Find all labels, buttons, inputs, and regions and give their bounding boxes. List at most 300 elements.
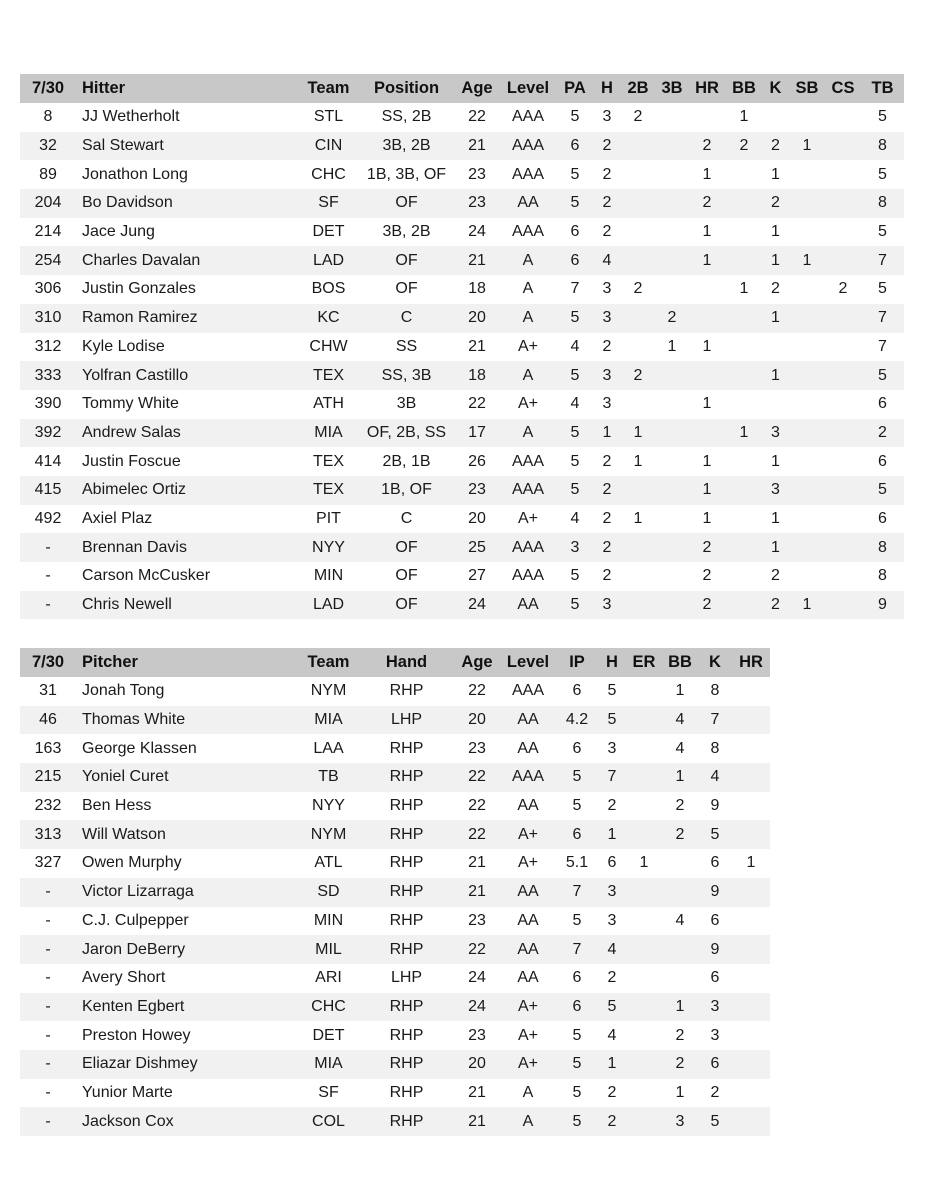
stat-cell: 3 <box>607 911 617 929</box>
stat-cell <box>656 476 688 505</box>
stat-cell <box>620 390 656 419</box>
stat-cell: OF, 2B, SS <box>366 423 447 441</box>
rank-cell: 327 <box>34 854 62 872</box>
stat-cell: 2 <box>602 337 612 355</box>
rank-cell: 312 <box>34 337 62 355</box>
stat-cell: RHP <box>389 1055 424 1073</box>
stat-cell <box>789 447 825 476</box>
stat-cell: 1 <box>739 423 749 441</box>
stat-cell: 5 <box>710 825 720 843</box>
stat-cell: 5 <box>570 481 580 499</box>
stat-cell: STL <box>313 108 344 126</box>
player-name-cell: Bo Davidson <box>82 194 173 212</box>
stat-cell: 5 <box>570 567 580 585</box>
stat-cell <box>656 132 688 161</box>
rank-cell: - <box>45 997 51 1015</box>
stat-cell: AA <box>517 969 539 987</box>
stat-cell: AAA <box>511 452 544 470</box>
player-name-cell: Justin Foscue <box>82 452 181 470</box>
stat-cell: 1 <box>702 452 712 470</box>
stat-cell: 6 <box>710 854 720 872</box>
stat-cell: RHP <box>389 739 424 757</box>
stat-cell <box>726 562 762 591</box>
stat-cell: 2 <box>771 280 780 298</box>
table-row <box>20 505 904 534</box>
stat-cell: 2 <box>771 596 780 614</box>
stat-cell: 20 <box>468 309 486 327</box>
stat-cell <box>762 103 789 132</box>
rank-cell: - <box>45 567 51 585</box>
stat-cell: 5 <box>570 309 580 327</box>
stat-cell: 24 <box>468 997 486 1015</box>
stat-cell: A+ <box>517 1055 538 1073</box>
table-row <box>20 820 770 849</box>
stat-cell <box>825 505 861 534</box>
stat-cell <box>626 763 662 792</box>
stat-cell: 20 <box>468 711 486 729</box>
stat-cell <box>789 275 825 304</box>
stat-cell: BOS <box>311 280 346 298</box>
stat-cell: 2 <box>702 194 712 212</box>
stat-cell: 6 <box>570 251 580 269</box>
stat-cell: 5 <box>572 797 582 815</box>
stat-cell: 6 <box>572 739 582 757</box>
stat-cell: RHP <box>389 1112 424 1130</box>
stat-cell: 2 <box>771 194 780 212</box>
stat-cell <box>732 763 770 792</box>
column-header: HR <box>739 653 763 671</box>
stat-cell: MIA <box>314 1055 343 1073</box>
column-header: Age <box>461 653 493 671</box>
table-row <box>20 476 904 505</box>
stat-cell: 1B, 3B, OF <box>366 165 447 183</box>
stat-cell <box>620 591 656 620</box>
rank-cell: 492 <box>34 509 62 527</box>
stat-cell: 18 <box>468 366 486 384</box>
stat-cell: 8 <box>710 682 720 700</box>
stat-cell: 5 <box>570 596 580 614</box>
column-header: 7/30 <box>31 79 65 97</box>
stat-cell: 7 <box>572 940 582 958</box>
player-name-cell: Carson McCusker <box>82 567 211 585</box>
stat-cell <box>688 304 726 333</box>
stat-cell <box>825 447 861 476</box>
stat-cell: 3B, 2B <box>382 137 431 155</box>
stat-cell: 2 <box>633 108 643 126</box>
stat-cell: MIN <box>313 567 344 585</box>
stat-cell: CIN <box>314 137 343 155</box>
stat-cell: 1 <box>633 423 643 441</box>
stat-cell: LHP <box>390 711 423 729</box>
stat-cell <box>732 878 770 907</box>
stat-cell: 1B, OF <box>381 481 432 499</box>
stat-cell: 5 <box>572 768 582 786</box>
stat-cell: 8 <box>710 739 720 757</box>
pitchers-body <box>20 677 770 1136</box>
stat-cell: A <box>522 251 534 269</box>
stat-cell: LAA <box>313 739 344 757</box>
stat-cell: RHP <box>389 911 424 929</box>
stat-cell: 7 <box>878 337 887 355</box>
table-row <box>20 993 770 1022</box>
stat-cell: 1 <box>602 423 612 441</box>
stat-cell: A+ <box>517 854 538 872</box>
stat-cell: 2 <box>607 797 617 815</box>
stat-cell: MIN <box>313 911 344 929</box>
stat-cell: A+ <box>517 825 538 843</box>
stat-cell: 2 <box>702 538 712 556</box>
stat-cell: 4 <box>570 337 580 355</box>
stat-cell: 2 <box>607 969 617 987</box>
table-row <box>20 706 770 735</box>
stat-cell <box>662 878 698 907</box>
player-name-cell: JJ Wetherholt <box>82 108 180 126</box>
stat-cell <box>732 734 770 763</box>
stat-cell: 1 <box>771 509 780 527</box>
stat-cell <box>626 820 662 849</box>
stat-cell <box>732 907 770 936</box>
stat-cell <box>726 333 762 362</box>
column-header: BB <box>668 653 692 671</box>
stat-cell: A+ <box>517 509 538 527</box>
stat-cell: 21 <box>468 137 486 155</box>
rank-cell: - <box>45 596 51 614</box>
hitters-header-row <box>20 74 904 103</box>
stat-cell <box>626 907 662 936</box>
stat-cell: 5 <box>570 194 580 212</box>
table-row <box>20 935 770 964</box>
stat-cell <box>825 218 861 247</box>
stat-cell: 2 <box>702 137 712 155</box>
player-name-cell: Avery Short <box>82 969 166 987</box>
rank-cell: - <box>45 1026 51 1044</box>
stat-cell: 5 <box>878 280 887 298</box>
stat-cell <box>732 1021 770 1050</box>
stat-cell: 3 <box>607 883 617 901</box>
table-row <box>20 964 770 993</box>
stat-cell: 1 <box>702 251 712 269</box>
stat-cell: 5 <box>572 1055 582 1073</box>
stat-cell: 23 <box>468 481 486 499</box>
column-header: Level <box>506 653 550 671</box>
stat-cell <box>789 533 825 562</box>
rank-cell: 232 <box>34 797 62 815</box>
stat-cell: MIL <box>315 940 342 958</box>
rank-cell: 214 <box>34 223 62 241</box>
stat-cell <box>789 103 825 132</box>
stat-cell <box>620 246 656 275</box>
stat-cell: AAA <box>511 481 544 499</box>
stat-cell <box>789 189 825 218</box>
stat-cell <box>789 333 825 362</box>
stat-cell: 22 <box>468 940 486 958</box>
table-row <box>20 1107 770 1136</box>
rank-cell: 163 <box>34 739 62 757</box>
stat-cell: 1 <box>771 309 780 327</box>
column-header: Team <box>307 79 350 97</box>
stat-cell: A <box>522 309 534 327</box>
stat-cell: 7 <box>710 711 720 729</box>
stat-cell <box>732 792 770 821</box>
column-header: 2B <box>627 79 649 97</box>
stat-cell: 1 <box>702 223 712 241</box>
stat-cell: TEX <box>312 452 345 470</box>
stat-cell <box>620 218 656 247</box>
stat-cell: A+ <box>517 997 538 1015</box>
stat-cell <box>789 562 825 591</box>
stat-cell: 1 <box>633 509 643 527</box>
stat-cell: 22 <box>468 108 486 126</box>
rank-cell: 31 <box>39 682 57 700</box>
stat-cell: 20 <box>468 509 486 527</box>
player-name-cell: Tommy White <box>82 395 179 413</box>
stat-cell: 1 <box>771 223 780 241</box>
rank-cell: 310 <box>34 309 62 327</box>
stat-cell <box>732 1107 770 1136</box>
stat-cell: OF <box>395 280 418 298</box>
stat-cell: 20 <box>468 1055 486 1073</box>
stat-cell: 5 <box>607 682 617 700</box>
stat-cell: ATL <box>314 854 343 872</box>
stat-cell: 24 <box>468 596 486 614</box>
table-row <box>20 878 770 907</box>
column-header: BB <box>732 79 756 97</box>
stat-cell: LHP <box>390 969 423 987</box>
stat-cell <box>656 361 688 390</box>
stat-cell: AA <box>517 883 539 901</box>
stat-cell: 3 <box>771 423 780 441</box>
stat-cell: ARI <box>315 969 342 987</box>
stat-cell: 1 <box>802 251 812 269</box>
stat-cell <box>825 304 861 333</box>
stat-cell: 6 <box>607 854 617 872</box>
stat-cell <box>656 189 688 218</box>
stat-cell: KC <box>317 309 340 327</box>
stat-cell <box>620 132 656 161</box>
stat-cell: 1 <box>771 452 780 470</box>
table-row <box>20 275 904 304</box>
stat-cell <box>626 1021 662 1050</box>
rank-cell: 306 <box>34 280 62 298</box>
stat-cell: DET <box>312 223 345 241</box>
stat-cell <box>620 160 656 189</box>
table-row <box>20 533 904 562</box>
stat-cell: 2 <box>702 596 712 614</box>
stat-cell <box>726 361 762 390</box>
stat-cell <box>626 734 662 763</box>
stat-cell <box>825 333 861 362</box>
stat-cell: OF <box>395 567 418 585</box>
stat-cell <box>825 103 861 132</box>
stat-cell: 9 <box>710 797 720 815</box>
table-row <box>20 361 904 390</box>
stat-cell <box>656 505 688 534</box>
stat-cell: 3B, 2B <box>382 223 431 241</box>
player-name-cell: Eliazar Dishmey <box>82 1055 198 1073</box>
stat-cell: AAA <box>511 223 544 241</box>
stat-cell <box>726 218 762 247</box>
table-row <box>20 734 770 763</box>
stat-cell: NYY <box>312 797 345 815</box>
table-row <box>20 160 904 189</box>
stat-cell: 5 <box>572 911 582 929</box>
stat-cell <box>626 964 662 993</box>
stat-cell: AAA <box>511 567 544 585</box>
player-name-cell: George Klassen <box>82 739 197 757</box>
stat-cell: SS, 2B <box>381 108 432 126</box>
table-row <box>20 763 770 792</box>
stat-cell: 1 <box>739 280 749 298</box>
stat-cell: A <box>522 423 534 441</box>
stat-cell: 6 <box>570 137 580 155</box>
stat-cell: MIA <box>314 423 343 441</box>
stat-cell: 7 <box>572 883 582 901</box>
stat-cell: 3 <box>602 395 612 413</box>
stat-cell: RHP <box>389 797 424 815</box>
stat-cell: 5 <box>878 108 887 126</box>
column-header: Hitter <box>82 79 126 97</box>
rank-cell: 215 <box>34 768 62 786</box>
table-row <box>20 792 770 821</box>
stat-cell <box>789 361 825 390</box>
stat-cell: 1 <box>771 538 780 556</box>
player-name-cell: Preston Howey <box>82 1026 191 1044</box>
stat-cell: MIA <box>314 711 343 729</box>
player-name-cell: Owen Murphy <box>82 854 182 872</box>
stat-cell <box>825 361 861 390</box>
player-name-cell: Axiel Plaz <box>82 509 153 527</box>
stat-cell: TEX <box>312 366 345 384</box>
table-row <box>20 447 904 476</box>
rank-cell: 89 <box>39 165 57 183</box>
stat-cell: 6 <box>878 395 887 413</box>
stat-cell: RHP <box>389 1026 424 1044</box>
stat-cell <box>626 1050 662 1079</box>
stat-cell <box>662 964 698 993</box>
player-name-cell: Jonathon Long <box>82 165 188 183</box>
stat-cell: 2 <box>702 567 712 585</box>
stat-cell: RHP <box>389 997 424 1015</box>
stat-cell: RHP <box>389 1083 424 1101</box>
stat-cell <box>726 476 762 505</box>
stat-cell: 5 <box>572 1083 582 1101</box>
stat-cell: 1 <box>802 137 812 155</box>
rank-cell: 415 <box>34 481 62 499</box>
rank-cell: 414 <box>34 452 62 470</box>
stat-cell: 21 <box>468 337 486 355</box>
stat-cell <box>825 562 861 591</box>
stat-cell: 2 <box>602 481 612 499</box>
stat-cell: 2 <box>838 280 848 298</box>
stat-cell: 1 <box>667 337 677 355</box>
stat-cell: OF <box>395 251 418 269</box>
column-header: Age <box>461 79 493 97</box>
stat-cell: 9 <box>710 940 720 958</box>
stat-cell: CHW <box>309 337 348 355</box>
stat-cell: 23 <box>468 739 486 757</box>
stat-cell: 2 <box>602 223 612 241</box>
stat-cell <box>688 103 726 132</box>
stat-cell: 3 <box>602 366 612 384</box>
player-name-cell: Yolfran Castillo <box>82 366 189 384</box>
stat-cell: 24 <box>468 969 486 987</box>
rank-cell: 8 <box>43 108 53 126</box>
stat-cell: 5 <box>570 423 580 441</box>
player-name-cell: Charles Davalan <box>82 251 201 269</box>
stat-cell: 6 <box>878 452 887 470</box>
player-name-cell: Brennan Davis <box>82 538 187 556</box>
stat-cell <box>626 706 662 735</box>
stat-cell: 2 <box>878 423 887 441</box>
stat-cell: OF <box>395 194 418 212</box>
rank-cell: - <box>45 1083 51 1101</box>
stat-cell: 1 <box>639 854 649 872</box>
stat-cell: CHC <box>311 165 346 183</box>
stat-cell <box>626 935 662 964</box>
stat-cell <box>732 706 770 735</box>
stat-cell: NYM <box>310 825 347 843</box>
stat-cell: 5 <box>570 165 580 183</box>
stat-cell <box>656 390 688 419</box>
stat-cell: 23 <box>468 1026 486 1044</box>
stat-cell <box>789 218 825 247</box>
stat-cell: 7 <box>878 251 887 269</box>
stat-cell: SF <box>318 1083 339 1101</box>
stat-cell <box>620 562 656 591</box>
table-row <box>20 849 770 878</box>
stat-cell: A <box>522 1083 534 1101</box>
stat-cell <box>656 103 688 132</box>
stat-cell: C <box>400 309 413 327</box>
table-row <box>20 419 904 448</box>
stat-cell <box>726 246 762 275</box>
table-row <box>20 333 904 362</box>
stat-cell: 4 <box>675 711 685 729</box>
rank-cell: 392 <box>34 423 62 441</box>
stat-cell: 4 <box>570 395 580 413</box>
stat-cell: 21 <box>468 883 486 901</box>
stat-cell: 6 <box>572 825 582 843</box>
stat-cell: 26 <box>468 452 486 470</box>
stat-cell <box>825 533 861 562</box>
stat-cell <box>825 246 861 275</box>
stat-cell: 6 <box>572 682 582 700</box>
stat-cell <box>656 160 688 189</box>
stat-cell <box>732 993 770 1022</box>
stat-cell: 6 <box>878 509 887 527</box>
stat-cell: 6 <box>572 997 582 1015</box>
stat-cell: 1 <box>702 165 712 183</box>
stat-cell: SF <box>318 194 339 212</box>
stat-cell: RHP <box>389 940 424 958</box>
stat-cell: 22 <box>468 682 486 700</box>
stat-cell: 4.2 <box>565 711 589 729</box>
player-name-cell: Jace Jung <box>82 223 155 241</box>
stat-cell: 1 <box>675 682 685 700</box>
stat-cell <box>825 419 861 448</box>
stat-cell: AA <box>517 739 539 757</box>
stat-cell: 2 <box>633 366 643 384</box>
column-header: PA <box>564 79 586 97</box>
stat-cell: 5 <box>878 223 887 241</box>
stat-cell: 3B <box>396 395 417 413</box>
stat-cell: 9 <box>710 883 720 901</box>
stat-cell: 1 <box>702 481 712 499</box>
player-name-cell: Ben Hess <box>82 797 152 815</box>
stat-cell <box>656 275 688 304</box>
stat-cell: A <box>522 1112 534 1130</box>
stat-cell: NYY <box>312 538 345 556</box>
